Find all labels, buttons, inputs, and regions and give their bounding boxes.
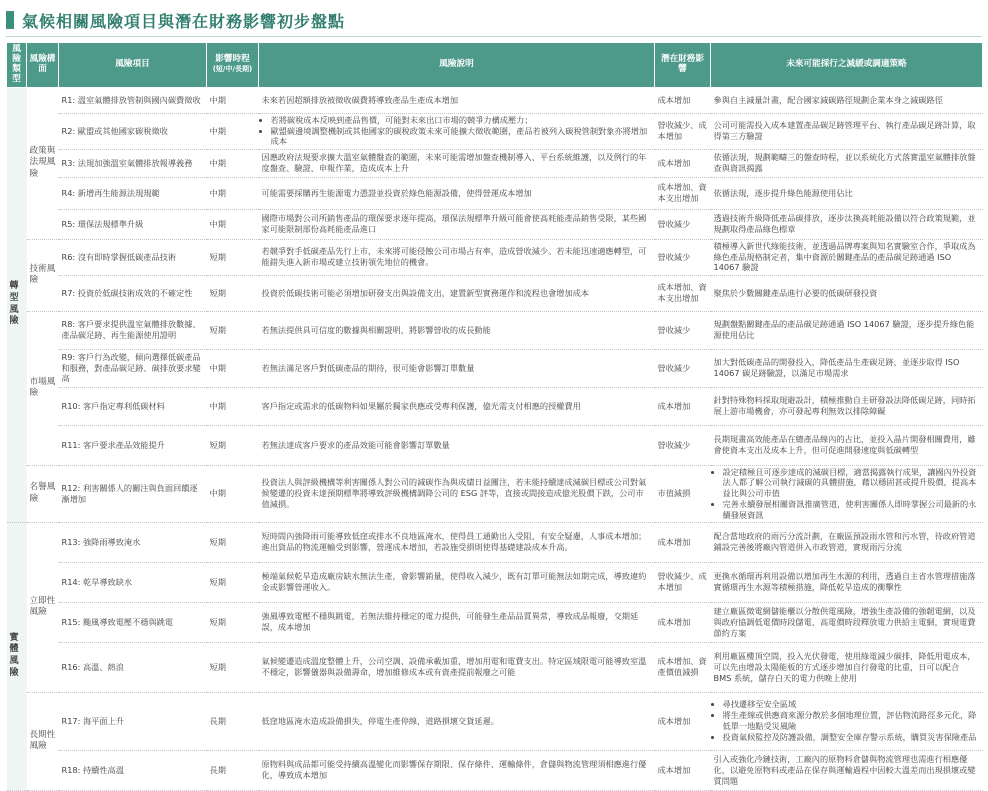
risk-strategy-point: • 尋找遷移至安全區域 xyxy=(723,699,980,710)
risk-impact: 成本增加、資產價值減損 xyxy=(655,642,711,692)
header-risk-item: 風險項目 xyxy=(59,43,207,88)
risk-face-acute: 立即性風險 xyxy=(27,522,59,692)
risk-period: 中期 xyxy=(207,149,259,177)
risk-strategy: 積極導入新世代綠能技術，並透過品牌專案與知名實驗室合作，爭取成為綠色產品規格制定者，集中資源於關鍵產品的產品碳足跡通過 ISO 14067 驗證 xyxy=(711,239,983,275)
risk-period: 短期 xyxy=(207,602,259,642)
risk-item: R16: 高溫、熱浪 xyxy=(59,642,207,692)
risk-strategy: 聚焦於少數關鍵產品進行必要的低碳研發投資 xyxy=(711,275,983,311)
risk-description-point: • 若將碳稅成本反映到產品售價，可能對未來出口市場的競爭力構成壓力； xyxy=(271,115,652,126)
risk-description: 若無法達成客戶要求的產品效能可能會影響訂單數量 xyxy=(259,425,655,465)
header-risk-type: 風險類型 xyxy=(7,43,27,88)
table-row xyxy=(7,149,983,177)
risk-period: 中期 xyxy=(207,87,259,113)
risk-impact: 營收減少、成本增加 xyxy=(655,562,711,602)
risk-description: 客戶指定或需求的低碳物料如果屬於獨家供應或受專利保護，億光需支付相應的授權費用 xyxy=(259,387,655,425)
risk-item: R12: 利害關係人的關注與負面回饋逐漸增加 xyxy=(59,465,207,522)
header-description: 風險說明 xyxy=(259,43,655,88)
risk-item: R9: 客戶行為改變，傾向選擇低碳產品和服務，對產品碳足跡、碳排放要求變高 xyxy=(59,349,207,387)
risk-description xyxy=(259,113,655,149)
risk-strategy: 公司可能需投入成本建置產品碳足跡管理平台、執行產品碳足跡計算，取得第三方驗證 xyxy=(711,113,983,149)
risk-impact: 營收減少 xyxy=(655,209,711,239)
risk-period: 短期 xyxy=(207,425,259,465)
risk-impact: 成本增加 xyxy=(655,522,711,562)
risk-description: 若競爭對手低碳產品先行上市，未來將可能侵蝕公司市場占有率，造成營收減少。若未能迅速適應轉型，可能錯失進入新市場或建立技術領先地位的機會。 xyxy=(259,239,655,275)
risk-strategy: 加大對低碳產品的開發投入，降低產品生產碳足跡，並逐步取得 ISO 14067 碳足跡驗證，以滿足市場需求 xyxy=(711,349,983,387)
risk-period: 長期 xyxy=(207,692,259,750)
risk-description: 若無法滿足客戶對低碳產品的期待，很可能會影響訂單數量 xyxy=(259,349,655,387)
risk-impact: 成本增加 xyxy=(655,602,711,642)
risk-description: 原物料與成品都可能受持續高溫變化而影響保存期限、保存條件、運輸條件，倉儲與物流管理須相應進行優化，導致成本增加 xyxy=(259,750,655,790)
risk-period: 短期 xyxy=(207,642,259,692)
risk-impact: 成本增加、資本支出增加 xyxy=(655,275,711,311)
risk-item: R5: 環保法規標準升級 xyxy=(59,209,207,239)
risk-strategy-point: • 設定積極且可逐步達成的減碳目標，適當揭露執行成果，讓國內外投資法人都了解公司執行減碳的具體措施，藉以穩固甚或提升股價，提高本益比與公司市值 xyxy=(723,467,980,499)
risk-strategy: 建立廠區微電網儲能櫃以分散供電風險，增強生產設備的強韌電網，以及與政府協調低電價時段儲電、高電價時段釋放電力供給主電網，實現電費節約方案 xyxy=(711,602,983,642)
header-financial-impact: 潛在財務影響 xyxy=(655,43,711,88)
risk-impact: 市值減損 xyxy=(655,465,711,522)
risk-description: 可能需要採購再生能源電力憑證並投資於綠色能源設備，使得營運成本增加 xyxy=(259,177,655,209)
risk-item: R11: 客戶要求產品效能提升 xyxy=(59,425,207,465)
table-row xyxy=(7,522,983,562)
risk-period: 中期 xyxy=(207,209,259,239)
header-risk-face: 風險構面 xyxy=(27,43,59,88)
risk-strategy xyxy=(711,692,983,750)
table-row xyxy=(7,692,983,750)
risk-description: 若無法提供具可信度的數據與相關證明，將影響營收的成長動能 xyxy=(259,311,655,349)
risk-face-policy: 政策與法規風險 xyxy=(27,87,59,239)
header-period-sub: (短/中/長期) xyxy=(212,64,253,73)
table-row xyxy=(7,209,983,239)
risk-description: 短時間內強降雨可能導致低窪或排水不良地區淹水，使得員工通勤出入受阻、有安全疑慮，人事成本增加；進出貨品的物流運輸受到影響，營運成本增加，若設施受損則使得基礎建設成本升高。 xyxy=(259,522,655,562)
risk-impact: 營收減少 xyxy=(655,311,711,349)
risk-strategy: 依循法規，逐步提升綠色能源使用佔比 xyxy=(711,177,983,209)
risk-period: 長期 xyxy=(207,750,259,790)
risk-face-reputation: 名譽風險 xyxy=(27,465,59,522)
risk-impact: 營收減少 xyxy=(655,239,711,275)
risk-strategy: 針對特殊物料採取規避設計，積極推動自主研發設法降低碳足跡，同時拓展上游市場機會，亦可發起專利無效以排除障礙 xyxy=(711,387,983,425)
title-accent-mark xyxy=(6,11,14,29)
table-row xyxy=(7,425,983,465)
risk-description: 投資於低碳技術可能必須增加研發支出與設備支出，建置新型實務運作和流程也會增加成本 xyxy=(259,275,655,311)
risk-item: R6: 沒有即時掌握低碳產品技術 xyxy=(59,239,207,275)
risk-impact: 成本增加 xyxy=(655,87,711,113)
risk-item: R7: 投資於低碳技術成效的不確定性 xyxy=(59,275,207,311)
table-row xyxy=(7,177,983,209)
risk-impact: 成本增加 xyxy=(655,750,711,790)
table-row xyxy=(7,349,983,387)
title-divider xyxy=(6,36,982,37)
risk-strategy: 利用廠區樓頂空間，投入光伏發電，使用綠電減少碳排，降低用電成本，可以先由增設太陽能板的方式逐步增加自行發電的比重，日可以配合 BMS 系統，儲存白天的電力供晚上使用 xyxy=(711,642,983,692)
risk-impact: 營收減少 xyxy=(655,349,711,387)
table-row xyxy=(7,113,983,149)
risk-period: 短期 xyxy=(207,522,259,562)
header-period-label: 影響時程 xyxy=(215,53,250,64)
risk-strategy: 依循法規，規劃範疇三的盤查時程，並以系統化方式落實溫室氣體排放盤查與資訊揭露 xyxy=(711,149,983,177)
table-row xyxy=(7,87,983,113)
risk-face-market: 市場風險 xyxy=(27,311,59,465)
risk-description: 低窪地區淹水造成設備損失，停電生產停線，道路損壞交貨延遲。 xyxy=(259,692,655,750)
risk-description: 因應政府法規要求擴大溫室氣體盤查的範圍，未來可能需增加盤查機制導入、平台系統維護，以及例行的年度盤查、驗證、申報作業，造成成本上升 xyxy=(259,149,655,177)
table-row xyxy=(7,562,983,602)
risk-description: 投資法人與評級機構等利害關係人對公司的減碳作為與成績日益關注，若未能持續達成減碳目標或公司對氣候變遷的投資未達預期標準將導致評級機構調降公司的 ESG 評等，直接或間接造成億光股價下跌，公司市值減損。 xyxy=(259,465,655,522)
risk-period: 短期 xyxy=(207,275,259,311)
risk-period: 短期 xyxy=(207,311,259,349)
table-row xyxy=(7,750,983,790)
risk-item: R10: 客戶指定專利低碳材料 xyxy=(59,387,207,425)
risk-type-physical: 實體風險 xyxy=(7,522,27,790)
risk-face-tech: 技術風險 xyxy=(27,239,59,311)
risk-description: 極端氣候乾旱造成廠房缺水無法生產，會影響銷量，使得收入減少，既有訂單可能無法如期完成，導致違約金或影響營運收入。 xyxy=(259,562,655,602)
risk-item: R8: 客戶要求提供溫室氣體排放數據、產品碳足跡、再生能源使用證明 xyxy=(59,311,207,349)
risk-period: 中期 xyxy=(207,113,259,149)
risk-description: 國際市場對公司所銷售產品的環保要求逐年提高，環保法規標準升級可能會使高耗能產品銷售受限，某些國家可能限制部份高耗能產品進口 xyxy=(259,209,655,239)
risk-face-chronic: 長期性風險 xyxy=(27,692,59,790)
risk-impact: 成本增加 xyxy=(655,149,711,177)
risk-impact: 營收減少 xyxy=(655,425,711,465)
risk-item: R4: 新增再生能源法規規範 xyxy=(59,177,207,209)
risk-period: 中期 xyxy=(207,177,259,209)
risk-strategy-point: • 完善永續發展相關資訊推廣管道，使利害關係人即時掌握公司最新的永續發展資訊 xyxy=(723,499,980,521)
header-period xyxy=(207,43,259,88)
page-title: 氣候相關風險項目與潛在財務影響初步盤點 xyxy=(22,11,346,31)
risk-item: R17: 海平面上升 xyxy=(59,692,207,750)
risk-impact: 成本增加 xyxy=(655,692,711,750)
risk-description-point: • 歐盟碳邊境調整機制或其他國家的碳稅政策未來可能擴大徵收範圍，產品若被列入碳稅管制對象亦將增加成本 xyxy=(271,126,652,148)
risk-period: 中期 xyxy=(207,387,259,425)
risk-impact: 成本增加、資本支出增加 xyxy=(655,177,711,209)
risk-description: 強風導致電壓不穩與跳電，若無法維持穩定的電力提供，可能發生產品品質異常，導致成品報廢，交期延誤，成本增加 xyxy=(259,602,655,642)
risk-description: 未來若因超額排放被徵收碳費將導致產品生產成本增加 xyxy=(259,87,655,113)
risk-strategy: 更換水循環再利用設備以增加再生水源的利用，透過自主省水管理措施落實循環再生水源等積極措施，降低乾旱造成的衝擊性 xyxy=(711,562,983,602)
risk-strategy-point: • 投資氣候監控及防護設備，調整安全庫存警示系統，購買災害保險產品 xyxy=(723,732,980,743)
risk-strategy: 配合當地政府的雨污分流計劃，在廠區預設雨水管和污水管，待政府管道鋪設完善後將廠內管道併入市政管道，實現雨污分流 xyxy=(711,522,983,562)
risk-strategy: 長期規畫高效能產品在總產品線內的占比，並投入晶片開發相關費用，雖會使資本支出及成本上升，但可促進開發速度與低碳轉型 xyxy=(711,425,983,465)
risk-strategy-point: • 將生產線或供應商來源分散於多個地理位置，評估物流路徑多元化，降低單一地點受災風險 xyxy=(723,710,980,732)
risk-period: 短期 xyxy=(207,562,259,602)
risk-strategy xyxy=(711,465,983,522)
risk-item: R2: 歐盟或其他國家碳稅徵收 xyxy=(59,113,207,149)
risk-strategy: 引入或強化冷鏈技術，工廠內的原物料倉儲與物流管理也需進行相應優化，以避免原物料或產品在保存與運輸過程中因較大溫差而出現損壞或變質問題 xyxy=(711,750,983,790)
risk-strategy: 規劃盤點關鍵產品的產品碳足跡通過 ISO 14067 驗證，逐步提升綠色能源使用佔比 xyxy=(711,311,983,349)
risk-item: R1: 溫室氣體排放管制與國內碳費徵收 xyxy=(59,87,207,113)
table-row xyxy=(7,387,983,425)
table-row xyxy=(7,239,983,275)
risk-impact: 營收減少、成本增加 xyxy=(655,113,711,149)
table-row xyxy=(7,311,983,349)
risk-period: 中期 xyxy=(207,465,259,522)
risk-impact: 成本增加 xyxy=(655,387,711,425)
risk-item: R18: 持續性高溫 xyxy=(59,750,207,790)
risk-period: 中期 xyxy=(207,349,259,387)
header-strategy: 未來可能採行之減緩或調適策略 xyxy=(711,43,983,88)
risk-item: R14: 乾旱導致缺水 xyxy=(59,562,207,602)
risk-item: R13: 強降雨導致淹水 xyxy=(59,522,207,562)
table-header-row xyxy=(7,43,983,88)
risk-period: 短期 xyxy=(207,239,259,275)
table-row xyxy=(7,465,983,522)
risk-item: R3: 法規加強溫室氣體排放報導義務 xyxy=(59,149,207,177)
table-row xyxy=(7,275,983,311)
table-row xyxy=(7,602,983,642)
table-row xyxy=(7,642,983,692)
title-bar xyxy=(6,6,982,34)
risk-item: R15: 颱風導致電壓不穩與跳電 xyxy=(59,602,207,642)
risk-description: 氣候變遷造成溫度整體上升，公司空調、設備承載加重，增加用電和電費支出。特定區域限電可能導致室溫不穩定，影響儀器與設備壽命，增加維修成本或有資產提前報廢之可能 xyxy=(259,642,655,692)
risk-strategy: 透過技術升級降低產品碳排放，逐步汰換高耗能設備以符合政策規範，並規劃取得產品綠色標章 xyxy=(711,209,983,239)
risk-type-transition: 轉型風險 xyxy=(7,87,27,522)
risk-strategy: 參與自主減量計畫，配合國家減碳路徑規劃企業本身之減碳路徑 xyxy=(711,87,983,113)
climate-risk-table xyxy=(6,42,983,791)
